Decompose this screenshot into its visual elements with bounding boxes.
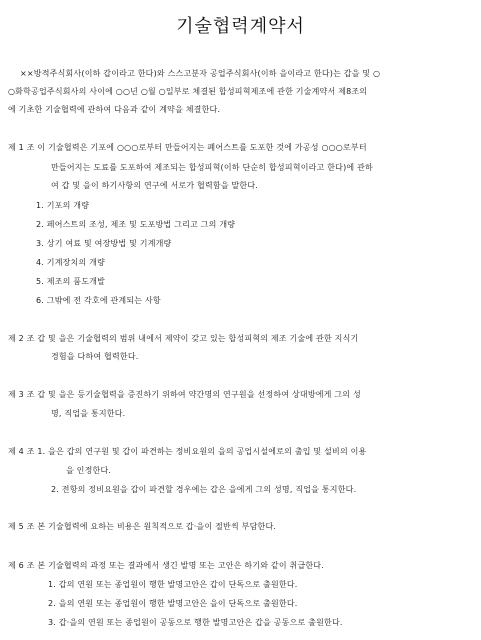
article-4-line: 2. 전항의 정비요원을 갑이 파견할 경우에는 갑은 을에게 그의 성명, 직업을 통지한다. [51, 485, 357, 494]
document-title: 기술협력계약서 [176, 16, 305, 37]
article-1-item: 5. 제조의 품도개발 [36, 277, 106, 286]
article-1-line: 여 갑 및 을이 하기사항의 연구에 서로가 협력함을 말한다. [51, 181, 259, 190]
article-4-line: 제 4 조 1. 을은 갑의 연구원 및 갑이 파견하는 정비요원의 을의 공업시설에로의 출입 및 설비의 이용 [8, 447, 367, 456]
preamble-line: ××방적주식회사(이하 갑이라고 한다)와 스스고분자 공업주식회사(이하 을이라고 한다)는 갑을 및 ○ [20, 69, 381, 78]
article-6-item: 3. 갑·을의 연원 또는 종업원이 공동으로 행한 발명고안은 갑을 공동으로 출원한다. [48, 618, 343, 627]
article-1-line: 만들어지는 도료를 도포하여 제조되는 합성피혁(이하 단순히 합성피혁이라고 한다)에 관하 [51, 163, 373, 172]
article-1-item: 2. 페어스트의 조성, 제조 및 도포방법 그리고 그의 개량 [36, 220, 236, 229]
article-2-line: 경험을 다하여 협력한다. [51, 352, 139, 361]
article-6-item: 2. 을의 연원 또는 종업원이 행한 발명고안은 을이 단독으로 출원한다. [48, 599, 298, 608]
preamble-line: 에 기초한 기술협력에 관하여 다음과 같이 계약을 체결한다. [8, 105, 221, 114]
article-4-line: 을 인정한다. [66, 466, 112, 475]
article-1-item: 4. 기계장치의 개량 [36, 258, 106, 267]
article-3-line: 제 3 조 갑 및 을은 등기술협력을 증진하기 위하여 약간명의 연구원을 선정하여 상대방에게 그의 성 [8, 390, 361, 399]
article-2-line: 제 2 조 갑 및 을은 기술협력의 범위 내에서 제약이 갖고 있는 합성피혁의 제조 기술에 관한 지식기 [8, 334, 359, 343]
article-1-item: 6. 그밖에 전 각호에 관계되는 사항 [36, 296, 161, 305]
preamble-line: ○화학공업주식회사의 사이에 ○○년 ○월 ○일부로 체결된 합성피혁제조에 관한 기술계약서 제8조의 [8, 87, 368, 96]
article-5-line: 제 5 조 본 기술협력에 요하는 비용은 원칙적으로 갑·을이 절반씩 부담한다. [8, 522, 277, 531]
article-6-item: 1. 갑의 연원 또는 종업원이 행한 발명고안은 갑이 단독으로 출원한다. [48, 580, 298, 589]
article-6-line: 제 6 조 본 기술협력의 과정 또는 결과에서 생긴 발명 또는 고안은 하기와 같이 취급한다. [8, 561, 324, 570]
article-3-line: 명, 직업을 통지한다. [51, 409, 126, 418]
article-1-item: 1. 기포의 개량 [36, 201, 90, 210]
article-1-line: 제 1 조 이 기술협력은 기포에 ○○○로부터 만들어지는 폐어스트를 도포한 것에 가공성 ○○○로부터 [8, 143, 367, 152]
article-1-item: 3. 상기 여료 및 여장방법 및 기계개량 [36, 239, 172, 248]
